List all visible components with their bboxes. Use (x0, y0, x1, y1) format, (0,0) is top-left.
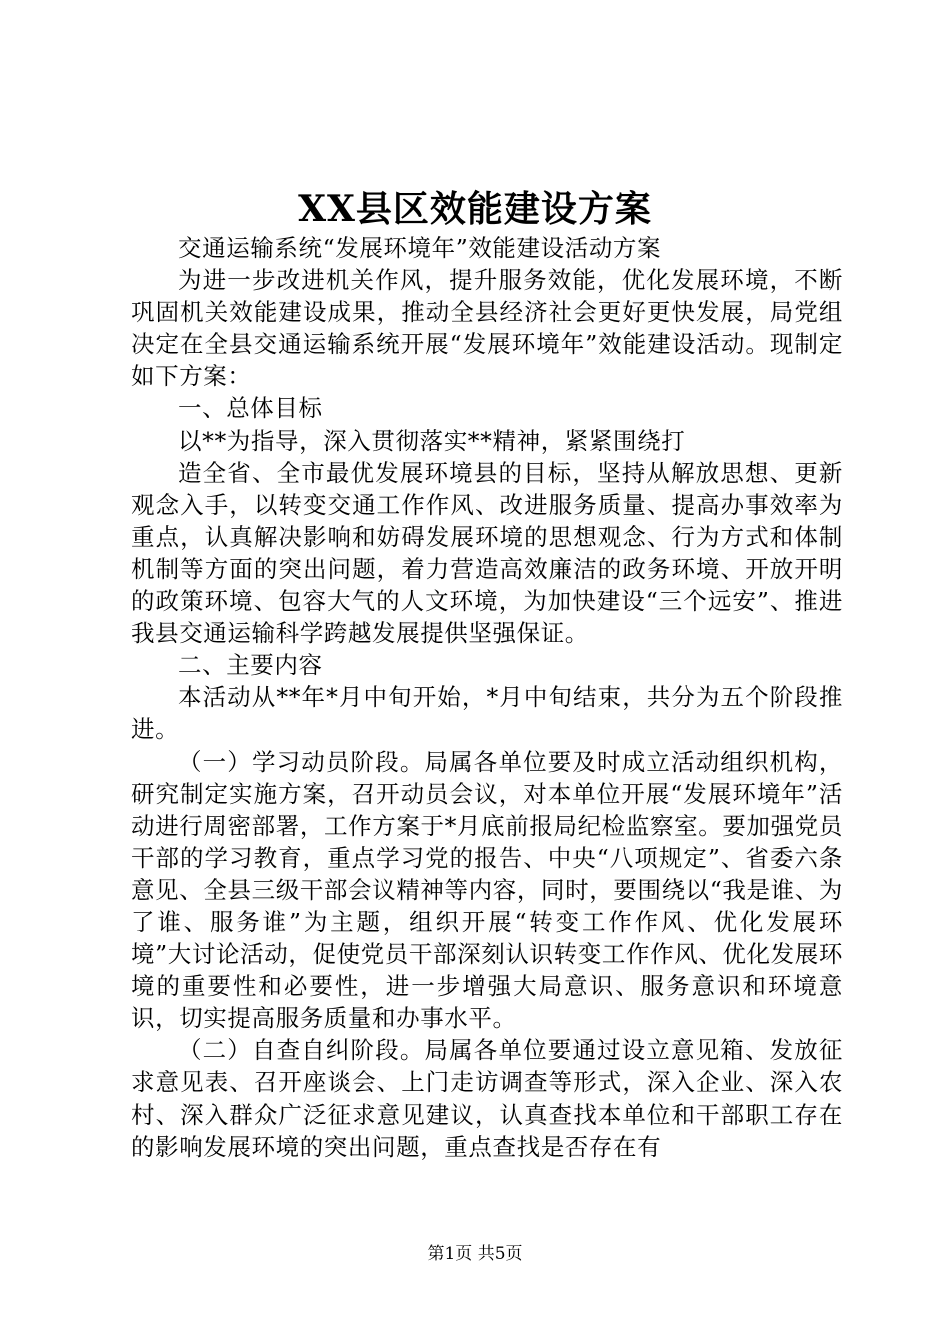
section-heading-overall-goal: 一、总体目标 (178, 394, 323, 423)
paragraph-goal-detail: 造全省、全市最优发展环境县的目标，坚持从解放思想、更新观念入手，以转变交通工作作风、改进服务质量、提高办事效率为重点，认真解决影响和妨碍发展环境的思想观念、行为方式和体制机制等方面的突出问题，着力营造高效廉洁的政务环境、开放开明的政策环境、包容大气的人文环境，为加快建设“三个远安”、推进我县交通运输科学跨越发展提供坚强保证。 (131, 458, 843, 648)
paragraph-stage-two: （二）自查自纠阶段。局属各单位要通过设立意见箱、发放征求意见表、召开座谈会、上门走访调查等形式，深入企业、深入农村、深入群众广泛征求意见建议，认真查找本单位和干部职工存在的影响发展环境的突出问题，重点查找是否存在有 (131, 1036, 843, 1161)
paragraph-intro: 为进一步改进机关作风，提升服务效能，优化发展环境，不断巩固机关效能建设成果，推动全县经济社会更好更快发展，局党组决定在全县交通运输系统开展“发展环境年”效能建设活动。现制定如下方案： (131, 266, 843, 391)
document-title: XX县区效能建设方案 (298, 188, 652, 230)
page-footer: 第1页 共5页 (427, 1244, 523, 1264)
paragraph-schedule: 本活动从**年*月中旬开始，*月中旬结束，共分为五个阶段推进。 (131, 683, 843, 744)
paragraph-stage-one: （一）学习动员阶段。局属各单位要及时成立活动组织机构，研究制定实施方案，召开动员会议，对本单位开展“发展环境年”活动进行周密部署，工作方案于*月底前报局纪检监察室。要加强党员干部的学习教育，重点学习党的报告、中央“八项规定”、省委六条意见、全县三级干部会议精神等内容，同时，要围绕以“我是谁、为了谁、服务谁”为主题，组织开展“转变工作作风、优化发展环境”大讨论活动，促使党员干部深刻认识转变工作作风、优化发展环境的重要性和必要性，进一步增强大局意识、服务意识和环境意识，切实提高服务质量和办事水平。 (131, 747, 843, 1033)
section-heading-main-content: 二、主要内容 (178, 651, 323, 680)
document-body (131, 232, 843, 1163)
paragraph-guidance: 以**为指导，深入贯彻落实**精神，紧紧围绕打 (178, 426, 686, 455)
paragraph-subtitle: 交通运输系统“发展环境年”效能建设活动方案 (178, 234, 662, 262)
